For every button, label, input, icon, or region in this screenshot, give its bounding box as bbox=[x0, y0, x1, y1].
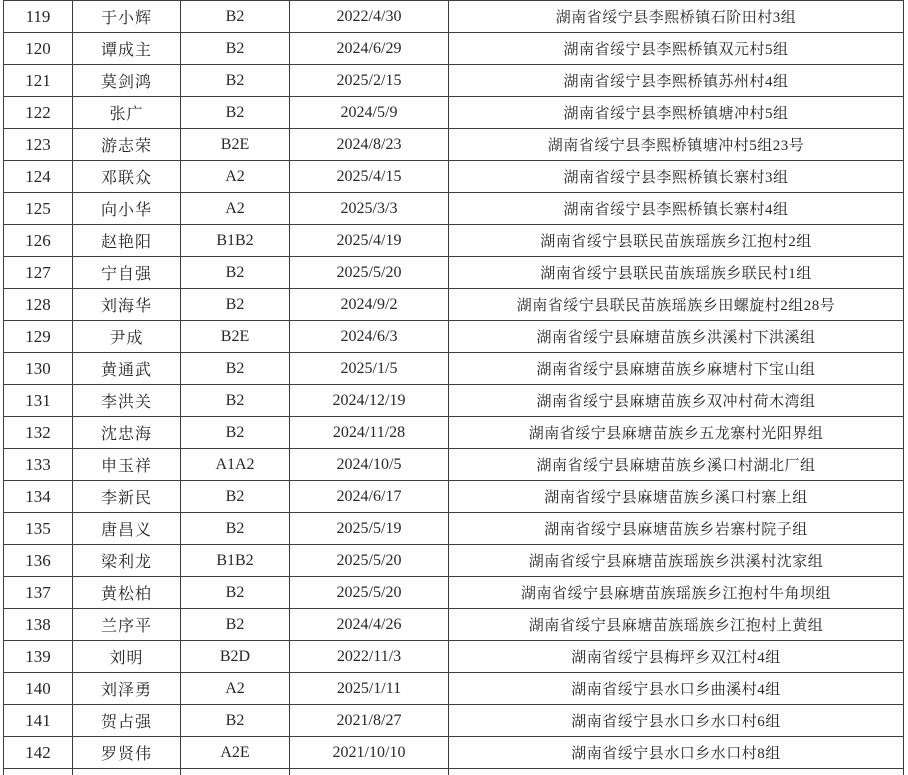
cell-date: 2022/11/3 bbox=[290, 641, 449, 673]
table-row bbox=[4, 193, 904, 225]
table-row bbox=[4, 289, 904, 321]
cell-date: 2024/6/29 bbox=[290, 33, 449, 65]
cell-date: 2021/8/27 bbox=[290, 705, 449, 737]
table-row bbox=[4, 449, 904, 481]
cell-address: 湖南省绥宁县李熙桥镇塘冲村5组23号 bbox=[449, 129, 904, 161]
table-row bbox=[4, 673, 904, 705]
cell-date: 2025/5/19 bbox=[290, 513, 449, 545]
table-row bbox=[4, 129, 904, 161]
cell-name: 申玉祥 bbox=[73, 449, 181, 481]
cell-license-class: B2D bbox=[181, 641, 290, 673]
cell-row-number: 129 bbox=[4, 321, 73, 353]
cell-row-number: 136 bbox=[4, 545, 73, 577]
cell-address: 湖南省绥宁县梅坪乡双江村4组 bbox=[449, 641, 904, 673]
cell-name: 邓联众 bbox=[73, 161, 181, 193]
cell-date: 2025/5/20 bbox=[290, 545, 449, 577]
cell-address: 湖南省绥宁县联民苗族瑶族乡江抱村2组 bbox=[449, 225, 904, 257]
cell-name: 于小辉 bbox=[73, 1, 181, 33]
cell-name: 刘泽勇 bbox=[73, 673, 181, 705]
cell-address: 湖南省绥宁县水口乡曲溪村4组 bbox=[449, 673, 904, 705]
cell-row-number: 120 bbox=[4, 33, 73, 65]
cell-name: 刘海华 bbox=[73, 289, 181, 321]
cell-license-class: A2 bbox=[181, 193, 290, 225]
table-row bbox=[4, 513, 904, 545]
cell-license-class: B2 bbox=[181, 1, 290, 33]
cell-row-number: 123 bbox=[4, 129, 73, 161]
cell-date: 2024/5/9 bbox=[290, 97, 449, 129]
cell-license-class: A2 bbox=[181, 673, 290, 705]
cell-date: 2025/5/20 bbox=[290, 257, 449, 289]
cell-row-number: 128 bbox=[4, 289, 73, 321]
cell-row-number: 131 bbox=[4, 385, 73, 417]
cell-date: 2025/2/15 bbox=[290, 65, 449, 97]
cell-empty bbox=[73, 769, 181, 775]
table-row bbox=[4, 225, 904, 257]
cell-row-number: 142 bbox=[4, 737, 73, 769]
cell-address: 湖南省绥宁县李熙桥镇双元村5组 bbox=[449, 33, 904, 65]
table-body bbox=[4, 1, 904, 775]
cell-row-number: 125 bbox=[4, 193, 73, 225]
cell-license-class: B2 bbox=[181, 481, 290, 513]
table-row bbox=[4, 705, 904, 737]
cell-address: 湖南省绥宁县李熙桥镇长寨村4组 bbox=[449, 193, 904, 225]
cell-license-class: B2E bbox=[181, 321, 290, 353]
cell-row-number: 134 bbox=[4, 481, 73, 513]
cell-license-class: B2 bbox=[181, 385, 290, 417]
cell-name: 贺占强 bbox=[73, 705, 181, 737]
cell-date: 2021/10/10 bbox=[290, 737, 449, 769]
cell-address: 湖南省绥宁县联民苗族瑶族乡田螺旋村2组28号 bbox=[449, 289, 904, 321]
cell-row-number: 121 bbox=[4, 65, 73, 97]
cell-date: 2024/6/3 bbox=[290, 321, 449, 353]
cell-license-class: B2 bbox=[181, 289, 290, 321]
cell-row-number: 135 bbox=[4, 513, 73, 545]
cell-row-number: 140 bbox=[4, 673, 73, 705]
cell-address: 湖南省绥宁县麻塘苗族乡溪口村湖北厂组 bbox=[449, 449, 904, 481]
license-roster-table bbox=[3, 0, 904, 775]
cell-date: 2024/9/2 bbox=[290, 289, 449, 321]
cell-address: 湖南省绥宁县李熙桥镇苏州村4组 bbox=[449, 65, 904, 97]
cell-date: 2024/12/19 bbox=[290, 385, 449, 417]
cell-date: 2022/4/30 bbox=[290, 1, 449, 33]
cell-date: 2024/11/28 bbox=[290, 417, 449, 449]
cell-license-class: B2 bbox=[181, 257, 290, 289]
cell-row-number: 138 bbox=[4, 609, 73, 641]
table-row bbox=[4, 321, 904, 353]
cell-name: 兰序平 bbox=[73, 609, 181, 641]
cell-license-class: A2E bbox=[181, 737, 290, 769]
cell-license-class: A1A2 bbox=[181, 449, 290, 481]
cell-date: 2025/3/3 bbox=[290, 193, 449, 225]
table-row bbox=[4, 257, 904, 289]
table-row bbox=[4, 65, 904, 97]
table-row bbox=[4, 33, 904, 65]
cell-row-number: 119 bbox=[4, 1, 73, 33]
cell-license-class: B2 bbox=[181, 33, 290, 65]
cell-name: 宁自强 bbox=[73, 257, 181, 289]
cell-name: 谭成主 bbox=[73, 33, 181, 65]
cell-license-class: B2 bbox=[181, 513, 290, 545]
cell-license-class: B2 bbox=[181, 609, 290, 641]
cell-address: 湖南省绥宁县麻塘苗族乡洪溪村下洪溪组 bbox=[449, 321, 904, 353]
cell-address: 湖南省绥宁县李熙桥镇长寨村3组 bbox=[449, 161, 904, 193]
cell-name: 李新民 bbox=[73, 481, 181, 513]
cell-address: 湖南省绥宁县麻塘苗族乡双冲村荷木湾组 bbox=[449, 385, 904, 417]
cell-license-class: B2 bbox=[181, 417, 290, 449]
cell-name: 梁利龙 bbox=[73, 545, 181, 577]
cell-row-number: 139 bbox=[4, 641, 73, 673]
cell-license-class: B2 bbox=[181, 65, 290, 97]
cell-address: 湖南省绥宁县水口乡水口村6组 bbox=[449, 705, 904, 737]
table-row-partial bbox=[4, 769, 904, 775]
cell-address: 湖南省绥宁县麻塘苗族瑶族乡江抱村上黄组 bbox=[449, 609, 904, 641]
cell-row-number: 127 bbox=[4, 257, 73, 289]
cell-name: 游志荣 bbox=[73, 129, 181, 161]
cell-row-number: 122 bbox=[4, 97, 73, 129]
cell-license-class: A2 bbox=[181, 161, 290, 193]
cell-name: 沈忠海 bbox=[73, 417, 181, 449]
cell-license-class: B1B2 bbox=[181, 225, 290, 257]
cell-address: 湖南省绥宁县麻塘苗族乡麻塘村下宝山组 bbox=[449, 353, 904, 385]
table-row bbox=[4, 97, 904, 129]
cell-address: 湖南省绥宁县李熙桥镇塘冲村5组 bbox=[449, 97, 904, 129]
cell-row-number: 132 bbox=[4, 417, 73, 449]
cell-name: 莫剑鸿 bbox=[73, 65, 181, 97]
cell-date: 2024/4/26 bbox=[290, 609, 449, 641]
cell-date: 2024/8/23 bbox=[290, 129, 449, 161]
cell-name: 向小华 bbox=[73, 193, 181, 225]
cell-address: 湖南省绥宁县麻塘苗族乡溪口村寨上组 bbox=[449, 481, 904, 513]
table-row bbox=[4, 545, 904, 577]
cell-name: 罗贤伟 bbox=[73, 737, 181, 769]
cell-date: 2025/5/20 bbox=[290, 577, 449, 609]
cell-name: 赵艳阳 bbox=[73, 225, 181, 257]
cell-row-number: 126 bbox=[4, 225, 73, 257]
cell-name: 黄通武 bbox=[73, 353, 181, 385]
cell-empty bbox=[4, 769, 73, 775]
cell-empty bbox=[181, 769, 290, 775]
cell-date: 2025/1/11 bbox=[290, 673, 449, 705]
cell-date: 2025/4/15 bbox=[290, 161, 449, 193]
cell-license-class: B2 bbox=[181, 97, 290, 129]
cell-row-number: 141 bbox=[4, 705, 73, 737]
cell-address: 湖南省绥宁县联民苗族瑶族乡联民村1组 bbox=[449, 257, 904, 289]
cell-address: 湖南省绥宁县李熙桥镇石阶田村3组 bbox=[449, 1, 904, 33]
cell-name: 尹成 bbox=[73, 321, 181, 353]
table-row bbox=[4, 737, 904, 769]
cell-license-class: B1B2 bbox=[181, 545, 290, 577]
cell-row-number: 124 bbox=[4, 161, 73, 193]
cell-date: 2024/6/17 bbox=[290, 481, 449, 513]
cell-date: 2024/10/5 bbox=[290, 449, 449, 481]
cell-empty bbox=[449, 769, 904, 775]
cell-address: 湖南省绥宁县麻塘苗族瑶族乡江抱村牛角坝组 bbox=[449, 577, 904, 609]
table-row bbox=[4, 161, 904, 193]
cell-row-number: 133 bbox=[4, 449, 73, 481]
cell-name: 刘明 bbox=[73, 641, 181, 673]
table-row bbox=[4, 385, 904, 417]
table-row bbox=[4, 417, 904, 449]
table-row bbox=[4, 641, 904, 673]
cell-name: 张广 bbox=[73, 97, 181, 129]
cell-empty bbox=[290, 769, 449, 775]
cell-row-number: 137 bbox=[4, 577, 73, 609]
cell-date: 2025/1/5 bbox=[290, 353, 449, 385]
table-row bbox=[4, 1, 904, 33]
cell-address: 湖南省绥宁县麻塘苗族乡岩寨村院子组 bbox=[449, 513, 904, 545]
cell-license-class: B2 bbox=[181, 353, 290, 385]
cell-date: 2025/4/19 bbox=[290, 225, 449, 257]
table-row bbox=[4, 353, 904, 385]
cell-name: 唐昌义 bbox=[73, 513, 181, 545]
cell-license-class: B2 bbox=[181, 577, 290, 609]
cell-address: 湖南省绥宁县麻塘苗族乡五龙寨村光阳界组 bbox=[449, 417, 904, 449]
table-row bbox=[4, 609, 904, 641]
cell-address: 湖南省绥宁县水口乡水口村8组 bbox=[449, 737, 904, 769]
cell-license-class: B2E bbox=[181, 129, 290, 161]
table-row bbox=[4, 481, 904, 513]
table-row bbox=[4, 577, 904, 609]
cell-name: 李洪关 bbox=[73, 385, 181, 417]
cell-row-number: 130 bbox=[4, 353, 73, 385]
cell-name: 黄松柏 bbox=[73, 577, 181, 609]
cell-address: 湖南省绥宁县麻塘苗族瑶族乡洪溪村沈家组 bbox=[449, 545, 904, 577]
cell-license-class: B2 bbox=[181, 705, 290, 737]
